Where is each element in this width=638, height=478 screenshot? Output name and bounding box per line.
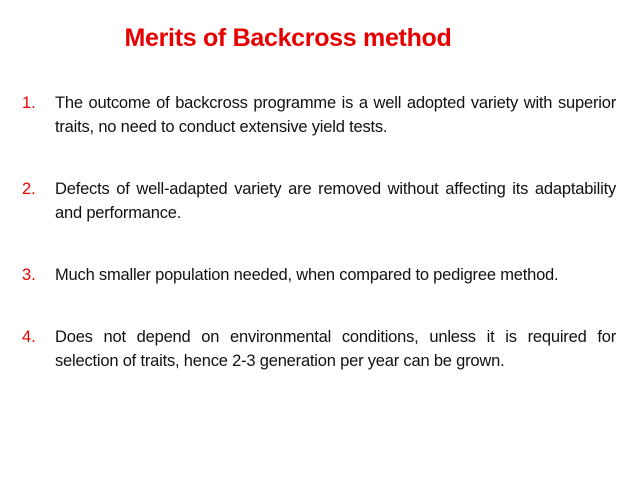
item-number: 2. [22,180,36,198]
item-text: Much smaller population needed, when compared to pedigree method. [55,266,559,284]
list-item [22,91,616,139]
item-text: The outcome of backcross programme is a well adopted variety with superior traits, no need to conduct extensive yield tests. [55,94,616,136]
item-number: 4. [22,328,36,346]
item-number: 3. [22,266,36,284]
item-number: 1. [22,94,36,112]
list-item [22,177,616,225]
slide-title: Merits of Backcross method [124,24,452,52]
list-item [22,263,616,287]
list-item [22,325,616,373]
merits-list [22,91,616,411]
item-text: Defects of well-adapted variety are removed without affecting its adaptability and performance. [55,180,616,222]
item-text: Does not depend on environmental conditions, unless it is required for selection of traits, hence 2-3 generation per year can be grown. [55,328,616,370]
